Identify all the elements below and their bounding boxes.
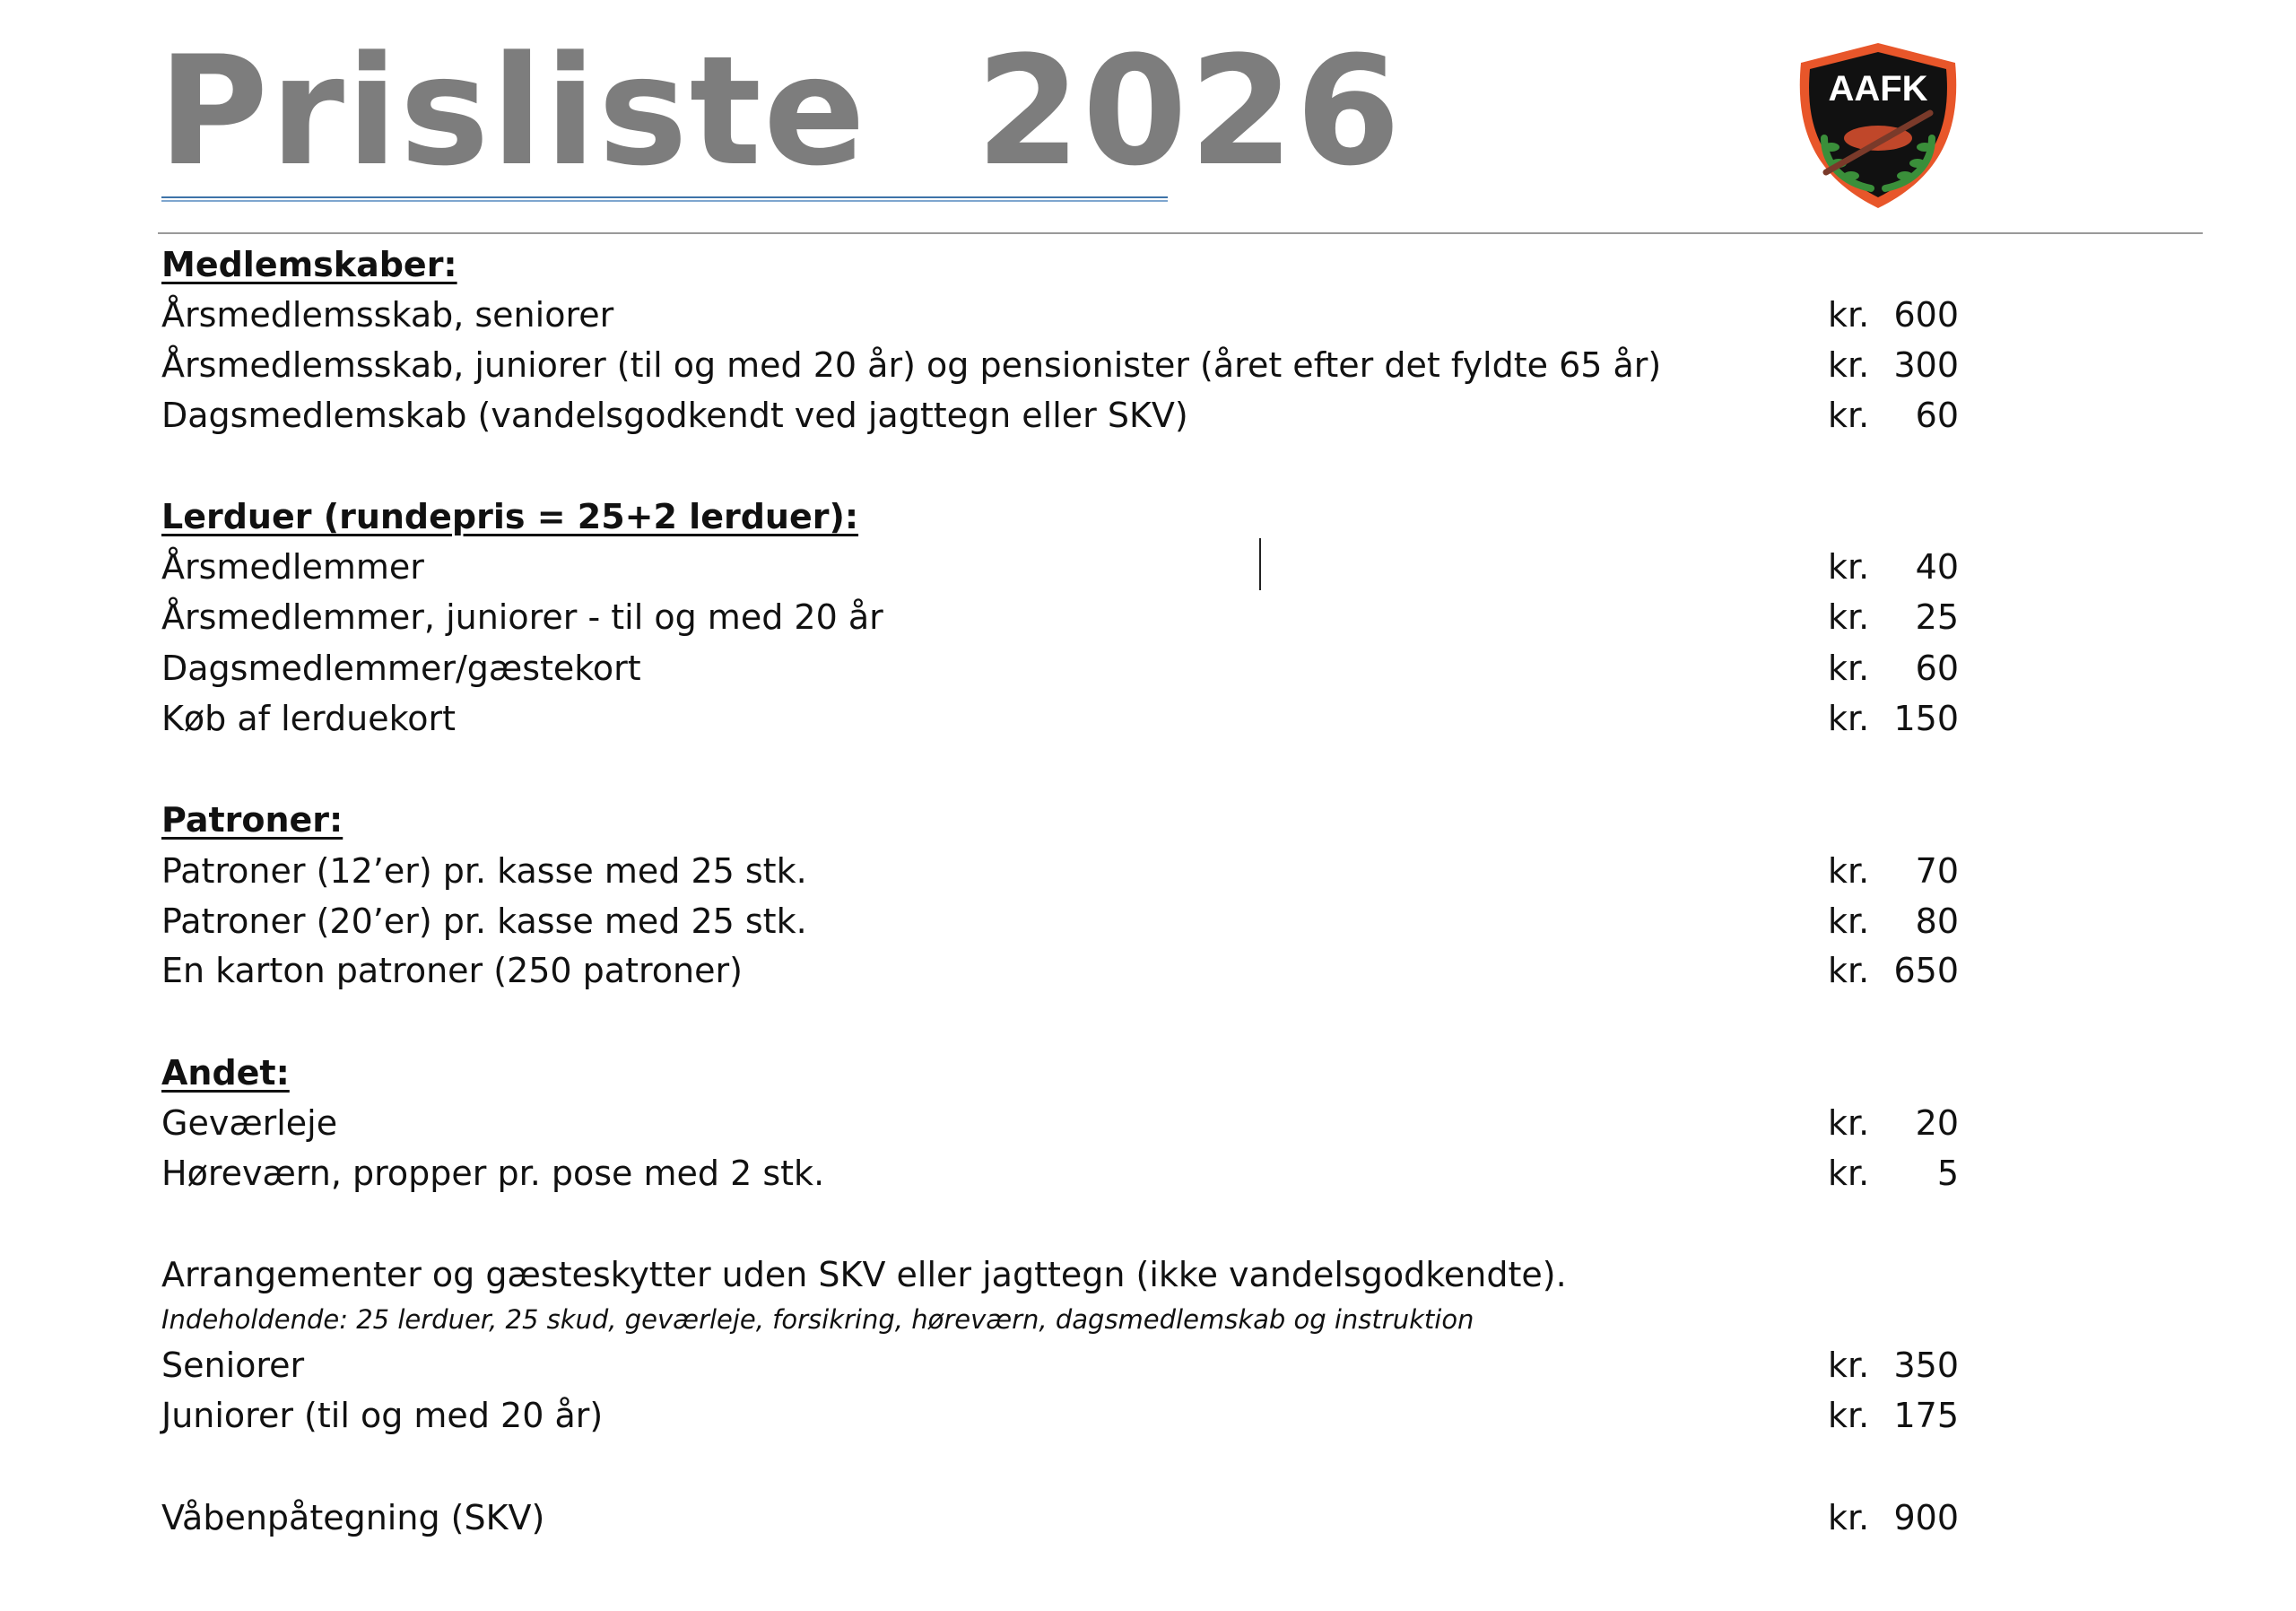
list-item-label: Årsmedlemsskab, juniorer (til og med 20 år) og pensionister (året efter det fyldte 65 år)	[161, 345, 1662, 385]
price-amount: 60	[1915, 396, 1959, 435]
currency-label: kr.	[1828, 396, 1870, 435]
section-heading-andet: Andet:	[161, 1053, 290, 1093]
price-amount: 70	[1915, 851, 1959, 891]
price-amount: 300	[1893, 345, 1959, 385]
price-amount: 900	[1893, 1498, 1959, 1537]
price-amount: 80	[1915, 901, 1959, 941]
club-shield-logo-icon	[1788, 39, 1968, 212]
list-item-label: Juniorer (til og med 20 år)	[161, 1396, 604, 1435]
logo-text: AAFK	[1828, 69, 1928, 109]
list-item-label: Seniorer	[161, 1345, 305, 1385]
text-cursor	[1259, 538, 1261, 590]
currency-label: kr.	[1828, 699, 1870, 738]
list-item-label: Årsmedlemmer	[161, 547, 424, 587]
section-heading-patroner: Patroner:	[161, 800, 344, 840]
currency-label: kr.	[1828, 851, 1870, 891]
list-item-label: Geværleje	[161, 1103, 338, 1143]
list-item-label: Patroner (20’er) pr. kasse med 25 stk.	[161, 901, 807, 941]
list-item-label: Våbenpåtegning (SKV)	[161, 1498, 545, 1537]
section-heading-arrangementer: Arrangementer og gæsteskytter uden SKV eller jagttegn (ikke vandelsgodkendte).	[161, 1255, 1567, 1294]
currency-label: kr.	[1828, 295, 1870, 335]
currency-label: kr.	[1828, 345, 1870, 385]
price-amount: 150	[1893, 699, 1959, 738]
list-item-label: Høreværn, propper pr. pose med 2 stk.	[161, 1154, 825, 1193]
list-item-label: Patroner (12’er) pr. kasse med 25 stk.	[161, 851, 807, 891]
section-heading-lerduer: Lerduer (rundepris = 25+2 lerduer):	[161, 497, 859, 536]
price-amount: 350	[1893, 1345, 1959, 1385]
currency-label: kr.	[1828, 951, 1870, 990]
currency-label: kr.	[1828, 1498, 1870, 1537]
title-underline	[161, 196, 1168, 202]
currency-label: kr.	[1828, 597, 1870, 637]
section-heading-medlemskaber: Medlemskaber:	[161, 245, 457, 284]
price-amount: 25	[1915, 597, 1959, 637]
price-amount: 60	[1915, 649, 1959, 688]
currency-label: kr.	[1828, 1396, 1870, 1435]
currency-label: kr.	[1828, 649, 1870, 688]
price-amount: 600	[1893, 295, 1959, 335]
price-amount: 5	[1936, 1154, 1959, 1193]
currency-label: kr.	[1828, 547, 1870, 587]
header-rule	[158, 232, 2203, 234]
price-amount: 40	[1915, 547, 1959, 587]
currency-label: kr.	[1828, 1103, 1870, 1143]
price-amount: 650	[1893, 951, 1959, 990]
currency-label: kr.	[1828, 1345, 1870, 1385]
section-note: Indeholdende: 25 lerduer, 25 skud, geværleje, forsikring, høreværn, dagsmedlemskab og instruktion	[161, 1304, 1474, 1335]
price-amount: 20	[1915, 1103, 1959, 1143]
currency-label: kr.	[1828, 1154, 1870, 1193]
list-item-label: Dagsmedlemskab (vandelsgodkendt ved jagttegn eller SKV)	[161, 396, 1188, 435]
list-item-label: Dagsmedlemmer/gæstekort	[161, 649, 641, 688]
page-title: Prisliste 2026	[158, 23, 1403, 199]
currency-label: kr.	[1828, 901, 1870, 941]
list-item-label: Køb af lerduekort	[161, 699, 457, 738]
list-item-label: En karton patroner (250 patroner)	[161, 951, 743, 990]
list-item-label: Årsmedlemmer, juniorer - til og med 20 år	[161, 597, 883, 637]
list-item-label: Årsmedlemsskab, seniorer	[161, 295, 614, 335]
price-amount: 175	[1893, 1396, 1959, 1435]
